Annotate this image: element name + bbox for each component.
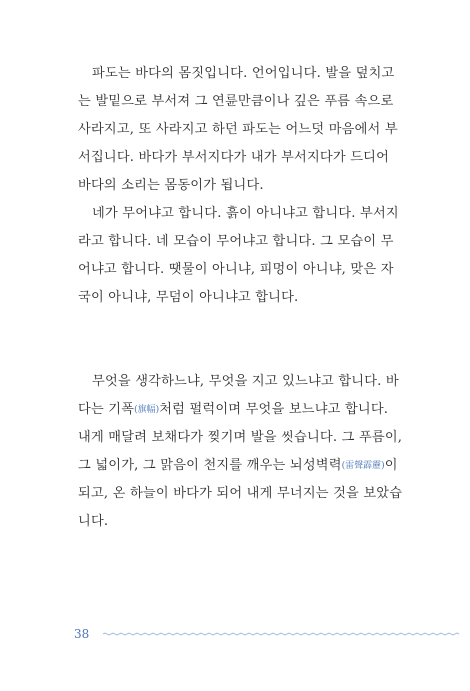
text-line xyxy=(78,424,403,452)
text-segment: 되고, 온 하늘이 바다가 되어 내게 무너지는 것을 보았습 xyxy=(78,486,403,501)
text-line xyxy=(78,284,398,312)
hanja-annotation: (雷聲霹靂) xyxy=(341,461,385,471)
text-line xyxy=(78,480,403,508)
text-line xyxy=(78,88,398,116)
text-segment: 사라지고, 또 사라지고 하던 파도는 어느덧 마음에서 부 xyxy=(78,122,398,137)
text-segment: 무엇을 생각하느냐, 무엇을 지고 있느냐고 합니다. 바 xyxy=(92,374,399,389)
text-line xyxy=(78,396,398,424)
text-segment: 서집니다. 바다가 부서지다가 내가 부서지다가 드디어 xyxy=(78,150,390,165)
text-line xyxy=(78,256,398,284)
text-segment: 다는 기폭 xyxy=(78,402,135,417)
text-segment: 라고 합니다. 네 모습이 무어냐고 합니다. 그 모습이 무 xyxy=(78,234,394,249)
text-segment: 파도는 바다의 몸짓입니다. 언어입니다. 발을 덮치고 xyxy=(92,66,395,81)
text-segment: 니다. xyxy=(78,514,109,529)
hanja-annotation: (旗幅) xyxy=(134,405,160,415)
paragraph xyxy=(78,60,398,200)
text-segment: 이 xyxy=(384,458,398,473)
text-segment: 네가 무어냐고 합니다. 흙이 아니냐고 합니다. 부서지 xyxy=(92,206,399,221)
text-segment: 어냐고 합니다. 땟물이 아니냐, 피멍이 아니냐, 맞은 자 xyxy=(78,262,394,277)
paragraph xyxy=(78,368,403,536)
text-line xyxy=(78,60,398,88)
text-line xyxy=(78,144,398,172)
text-segment: 내게 매달려 보채다가 찢기며 발을 씻습니다. 그 푸름이, xyxy=(78,430,403,445)
text-segment: 국이 아니냐, 무덤이 아니냐고 합니다. xyxy=(78,290,299,305)
text-segment: 그 넓이가, 그 맑음이 천지를 깨우는 뇌성벽력 xyxy=(78,458,342,473)
text-line xyxy=(78,228,398,256)
text-segment: 처럼 펄럭이며 무엇을 보느냐고 합니다. xyxy=(159,402,389,417)
text-line xyxy=(78,368,398,396)
text-segment: 바다의 소리는 몸동이가 됩니다. xyxy=(78,178,264,193)
text-line xyxy=(78,508,398,536)
text-line xyxy=(78,200,398,228)
text-line xyxy=(78,452,398,480)
page-footer xyxy=(0,622,470,652)
text-line xyxy=(78,116,398,144)
text-segment: 는 발밑으로 부서져 그 연륜만큼이나 깊은 푸름 속으로 xyxy=(78,94,394,109)
paragraph xyxy=(78,200,398,312)
text-line xyxy=(78,172,398,200)
page-number: 38 xyxy=(74,627,90,641)
wave-divider-icon xyxy=(103,630,459,638)
